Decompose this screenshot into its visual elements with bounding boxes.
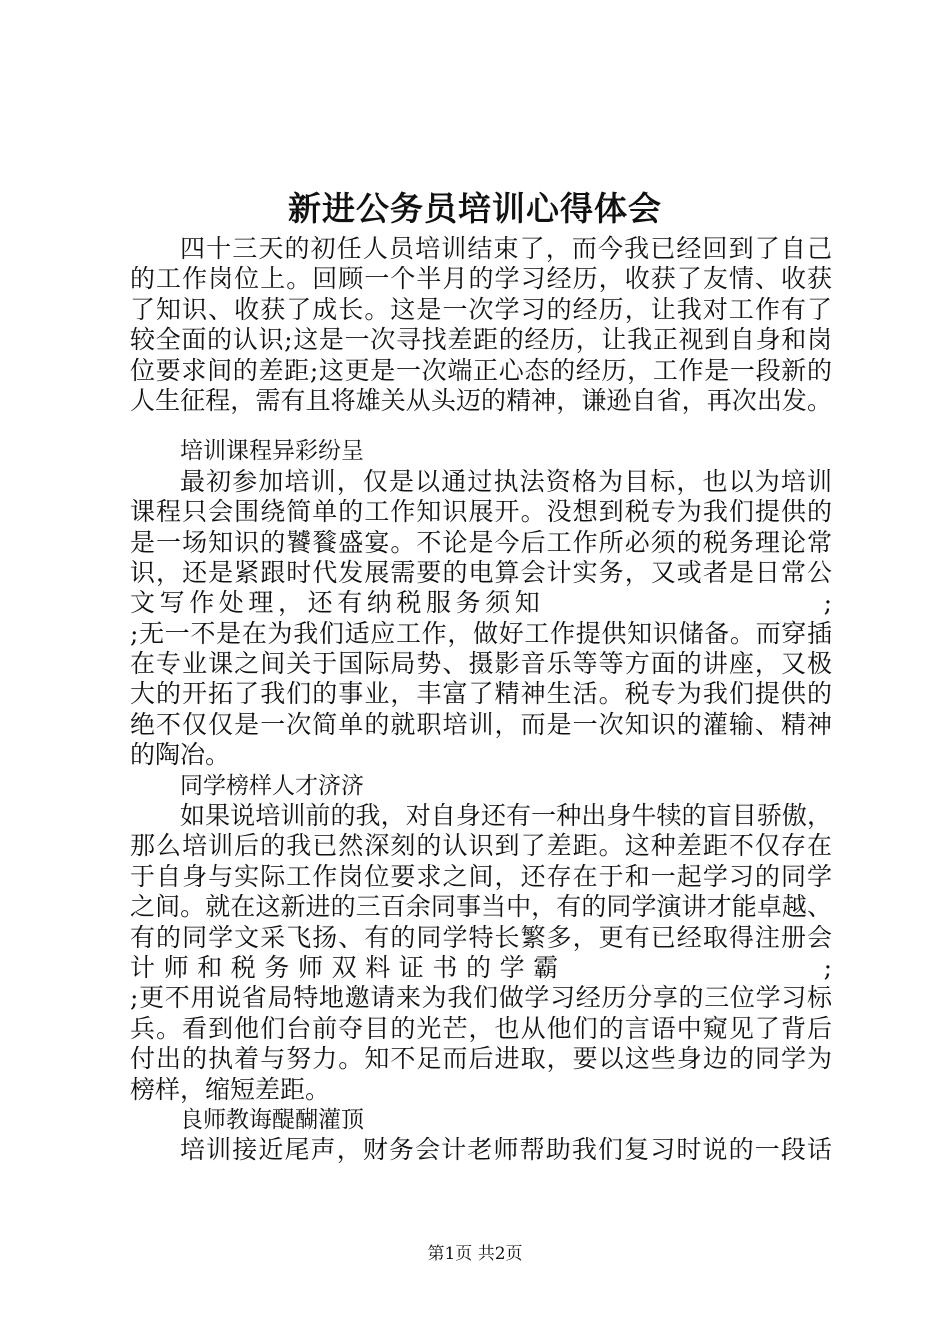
text-line-end: ; <box>823 952 832 982</box>
text-line: 人生征程，需有且将雄关从头迈的精神，谦逊自省，再次出发。 <box>130 385 832 415</box>
paragraph-courses <box>130 467 832 771</box>
text-line: 较全面的认识;这是一次寻找差距的经历，让我正视到自身和岗 <box>130 325 832 355</box>
text-line: 之间。就在这新进的三百余同事当中，有的同学演讲才能卓越、 <box>130 892 832 922</box>
text-line: 的陶冶。 <box>130 740 231 770</box>
text-line: 于自身与实际工作岗位要求之间，还存在于和一起学习的同学 <box>130 861 832 891</box>
text-line: 了知识、收获了成长。这是一次学习的经历，让我对工作有了 <box>130 294 832 324</box>
paragraph-intro <box>130 234 832 416</box>
text-line: 四十三天的初任人员培训结束了，而今我已经回到了自己 <box>180 234 832 263</box>
text-line: 计师和税务师双料证书的学霸 <box>130 952 567 982</box>
text-line-split <box>130 588 832 618</box>
document-body <box>130 234 832 1166</box>
section-heading: 良师教诲醍醐灌顶 <box>180 1106 364 1133</box>
text-line: 绝不仅仅是一次简单的就职培训，而是一次知识的灌输、精神 <box>130 709 832 739</box>
paragraph-classmates <box>130 801 832 1105</box>
text-line: ;更不用说省局特地邀请来为我们做学习经历分享的三位学习标 <box>130 983 832 1013</box>
text-line: 培训接近尾声，财务会计老师帮助我们复习时说的一段话 <box>180 1135 832 1165</box>
text-line: 榜样，缩短差距。 <box>130 1074 331 1104</box>
text-line: 大的开拓了我们的事业，丰富了精神生活。税专为我们提供的 <box>130 679 832 709</box>
text-line: 如果说培训前的我，对自身还有一种出身牛犊的盲目骄傲， <box>180 801 832 831</box>
text-line-end: ; <box>823 588 832 618</box>
text-line: 的工作岗位上。回顾一个半月的学习经历，收获了友情、收获 <box>130 264 832 294</box>
section-heading: 培训课程异彩纷呈 <box>180 438 364 465</box>
document-title: 新进公务员培训心得体会 <box>288 189 662 228</box>
text-line-split <box>130 953 832 983</box>
section-heading: 同学榜样人才济济 <box>180 772 364 799</box>
text-line: 最初参加培训，仅是以通过执法资格为目标，也以为培训 <box>180 466 832 496</box>
text-line: 识，还是紧跟时代发展需要的电算会计实务，又或者是日常公 <box>130 557 832 587</box>
paragraph-teachers <box>130 1135 832 1165</box>
text-line: 付出的执着与努力。知不足而后进取，要以这些身边的同学为 <box>130 1044 832 1074</box>
text-line: 兵。看到他们台前夺目的光芒，也从他们的言语中窥见了背后 <box>130 1013 832 1043</box>
paragraph-gap <box>130 416 832 436</box>
page-footer: 第1页 共2页 <box>427 1244 523 1264</box>
text-line: 有的同学文采飞扬、有的同学特长繁多，更有已经取得注册会 <box>130 922 832 952</box>
text-line: 位要求间的差距;这更是一次端正心态的经历，工作是一段新的 <box>130 355 832 385</box>
text-line: 是一场知识的饕餮盛宴。不论是今后工作所必须的税务理论常 <box>130 527 832 557</box>
text-line: 文写作处理，还有纳税服务须知 <box>130 588 545 618</box>
text-line: 课程只会围绕简单的工作知识展开。没想到税专为我们提供的 <box>130 497 832 527</box>
text-line: 在专业课之间关于国际局势、摄影音乐等等方面的讲座，又极 <box>130 649 832 679</box>
text-line: ;无一不是在为我们适应工作，做好工作提供知识储备。而穿插 <box>130 618 832 648</box>
text-line: 那么培训后的我已然深刻的认识到了差距。这种差距不仅存在 <box>130 831 832 861</box>
